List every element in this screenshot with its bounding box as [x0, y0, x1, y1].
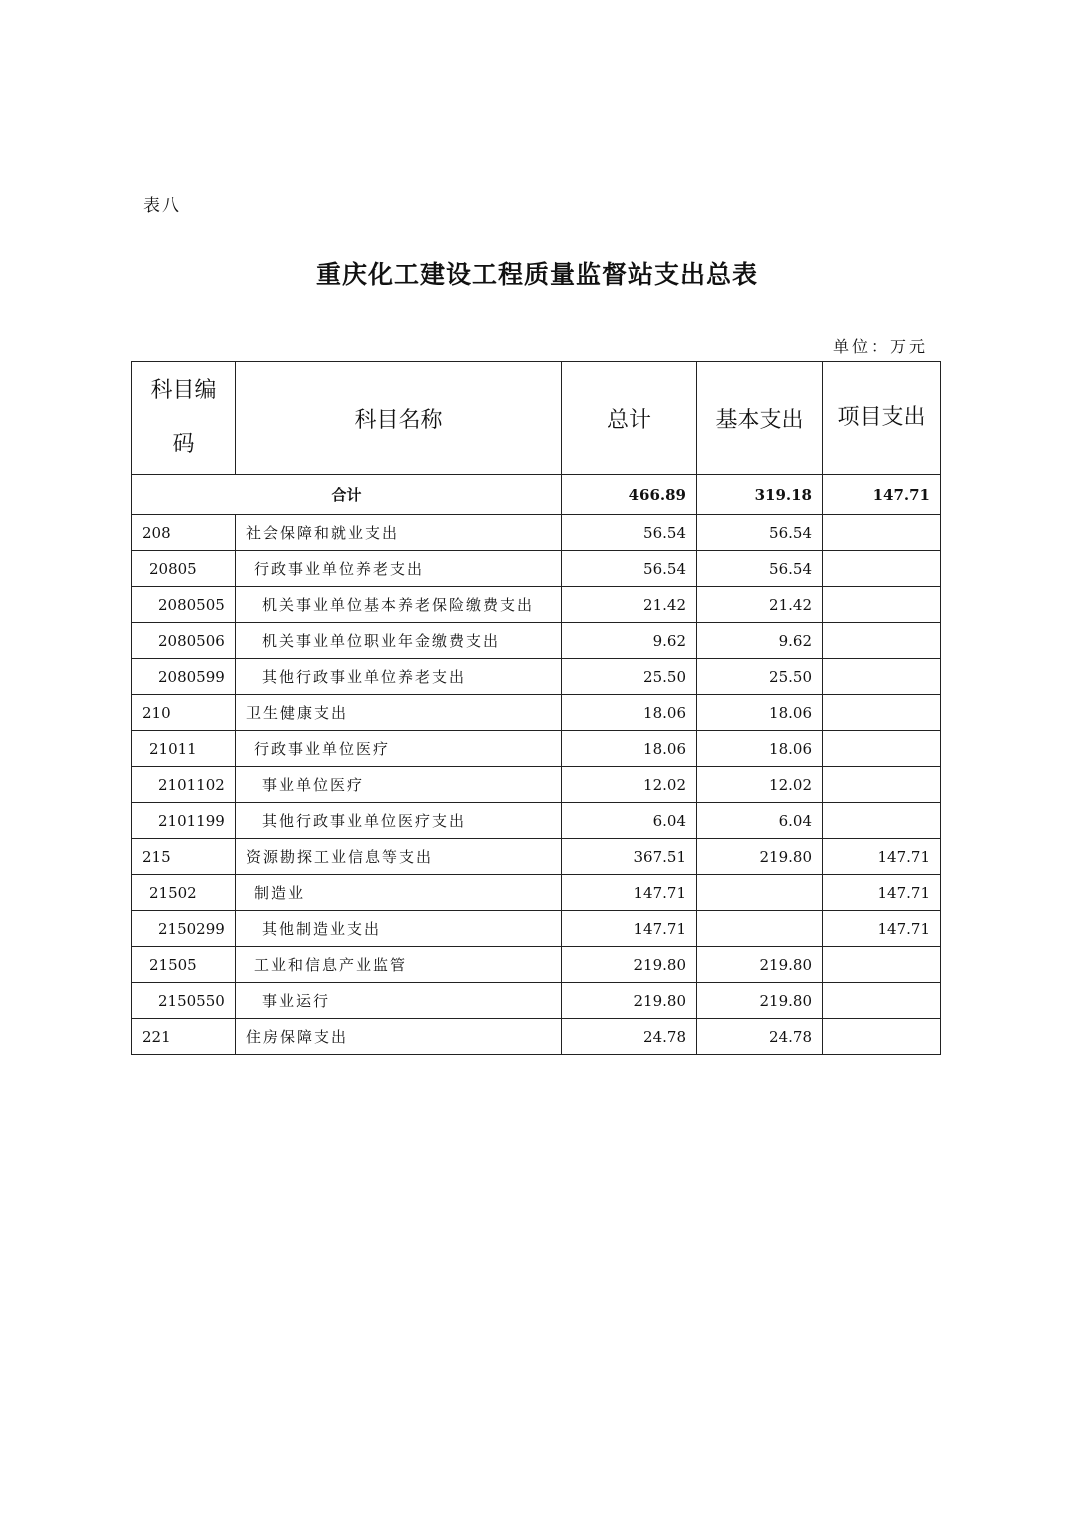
summary-basic: 319.18	[697, 475, 823, 515]
row-name: 卫生健康支出	[236, 695, 562, 731]
table-row	[132, 515, 941, 551]
row-project	[823, 1019, 941, 1055]
row-code: 2080506	[132, 623, 236, 659]
table-row	[132, 1019, 941, 1055]
row-project	[823, 803, 941, 839]
row-project	[823, 551, 941, 587]
summary-row	[132, 475, 941, 515]
row-basic: 12.02	[697, 767, 823, 803]
row-name: 行政事业单位养老支出	[236, 551, 562, 587]
row-name: 社会保障和就业支出	[236, 515, 562, 551]
row-code: 2080599	[132, 659, 236, 695]
row-total: 56.54	[562, 515, 697, 551]
row-basic: 219.80	[697, 983, 823, 1019]
row-total: 18.06	[562, 731, 697, 767]
row-project	[823, 659, 941, 695]
row-code: 2150550	[132, 983, 236, 1019]
row-project: 147.71	[823, 875, 941, 911]
row-name: 事业运行	[236, 983, 562, 1019]
row-code: 20805	[132, 551, 236, 587]
row-basic	[697, 875, 823, 911]
header-basic: 基本支出	[697, 362, 823, 475]
row-total: 6.04	[562, 803, 697, 839]
row-code: 215	[132, 839, 236, 875]
table-row	[132, 911, 941, 947]
summary-project: 147.71	[823, 475, 941, 515]
row-total: 219.80	[562, 983, 697, 1019]
row-name: 机关事业单位基本养老保险缴费支出	[236, 587, 562, 623]
row-project	[823, 983, 941, 1019]
row-code: 208	[132, 515, 236, 551]
row-code: 2101102	[132, 767, 236, 803]
row-total: 56.54	[562, 551, 697, 587]
row-name: 住房保障支出	[236, 1019, 562, 1055]
row-total: 25.50	[562, 659, 697, 695]
row-basic: 25.50	[697, 659, 823, 695]
row-basic: 21.42	[697, 587, 823, 623]
header-project: 项目支出	[823, 362, 941, 475]
row-project	[823, 695, 941, 731]
row-total: 9.62	[562, 623, 697, 659]
table-row	[132, 983, 941, 1019]
row-basic: 24.78	[697, 1019, 823, 1055]
row-code: 2101199	[132, 803, 236, 839]
unit-label: 单位：万元	[832, 337, 928, 356]
row-basic: 18.06	[697, 731, 823, 767]
summary-label: 合计	[132, 475, 562, 515]
row-name: 事业单位医疗	[236, 767, 562, 803]
table-row	[132, 803, 941, 839]
row-basic: 56.54	[697, 551, 823, 587]
table-row	[132, 659, 941, 695]
table-row	[132, 767, 941, 803]
row-total: 219.80	[562, 947, 697, 983]
table-row	[132, 839, 941, 875]
row-project	[823, 623, 941, 659]
page-title: 重庆化工建设工程质量监督站支出总表	[315, 260, 758, 289]
table-row	[132, 731, 941, 767]
row-basic: 219.80	[697, 947, 823, 983]
row-total: 12.02	[562, 767, 697, 803]
row-project	[823, 767, 941, 803]
header-name: 科目名称	[236, 362, 562, 475]
row-total: 367.51	[562, 839, 697, 875]
row-name: 其他制造业支出	[236, 911, 562, 947]
table-row	[132, 947, 941, 983]
summary-total: 466.89	[562, 475, 697, 515]
row-total: 24.78	[562, 1019, 697, 1055]
row-code: 2150299	[132, 911, 236, 947]
row-name: 工业和信息产业监管	[236, 947, 562, 983]
row-project	[823, 587, 941, 623]
row-project	[823, 947, 941, 983]
table-row	[132, 875, 941, 911]
header-code: 科目编码	[132, 362, 236, 475]
table-row	[132, 587, 941, 623]
row-name: 机关事业单位职业年金缴费支出	[236, 623, 562, 659]
row-basic	[697, 911, 823, 947]
row-basic: 56.54	[697, 515, 823, 551]
table-row	[132, 551, 941, 587]
row-project	[823, 515, 941, 551]
row-name: 资源勘探工业信息等支出	[236, 839, 562, 875]
row-total: 18.06	[562, 695, 697, 731]
row-total: 147.71	[562, 875, 697, 911]
header-total: 总计	[562, 362, 697, 475]
row-project: 147.71	[823, 839, 941, 875]
table-row	[132, 695, 941, 731]
row-name: 行政事业单位医疗	[236, 731, 562, 767]
row-code: 210	[132, 695, 236, 731]
row-code: 21505	[132, 947, 236, 983]
row-basic: 18.06	[697, 695, 823, 731]
row-code: 221	[132, 1019, 236, 1055]
row-basic: 219.80	[697, 839, 823, 875]
row-name: 其他行政事业单位医疗支出	[236, 803, 562, 839]
row-project	[823, 731, 941, 767]
row-code: 21011	[132, 731, 236, 767]
row-basic: 6.04	[697, 803, 823, 839]
row-total: 21.42	[562, 587, 697, 623]
row-name: 制造业	[236, 875, 562, 911]
row-project: 147.71	[823, 911, 941, 947]
row-code: 2080505	[132, 587, 236, 623]
expenditure-table	[131, 361, 941, 1055]
row-total: 147.71	[562, 911, 697, 947]
row-basic: 9.62	[697, 623, 823, 659]
table-row	[132, 623, 941, 659]
row-name: 其他行政事业单位养老支出	[236, 659, 562, 695]
table-number: 表八	[143, 196, 181, 216]
table-header-row	[132, 362, 941, 475]
row-code: 21502	[132, 875, 236, 911]
